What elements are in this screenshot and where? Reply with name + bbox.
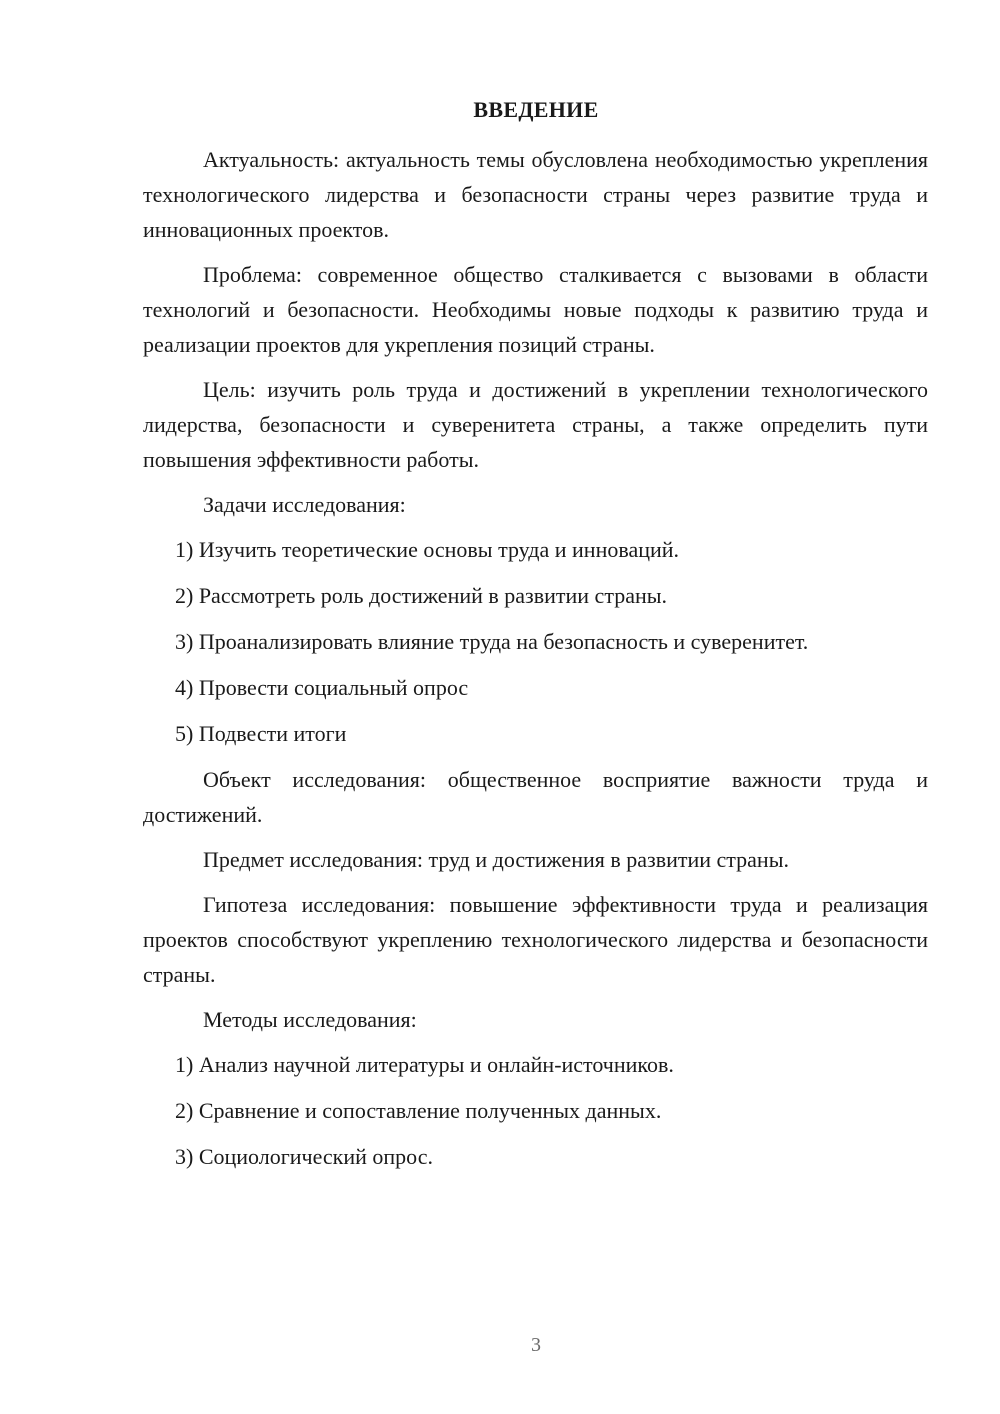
- tasks-list: [143, 532, 928, 751]
- list-item: 1) Анализ научной литературы и онлайн-источников.: [175, 1052, 674, 1077]
- list-item: 3) Социологический опрос.: [175, 1144, 433, 1169]
- list-item: 1) Изучить теоретические основы труда и инноваций.: [175, 537, 680, 562]
- page-number: 3: [531, 1334, 541, 1356]
- object-paragraph: Объект исследования: общественное восприятие важности труда и достижений.: [143, 767, 928, 827]
- methods-list: [143, 1047, 928, 1174]
- relevance-paragraph: Актуальность: актуальность темы обусловлена необходимостью укрепления технологического лидерства и безопасности страны через развитие труда и инновационных проектов.: [143, 147, 928, 242]
- list-item: 4) Провести социальный опрос: [175, 675, 469, 700]
- list-item: 3) Проанализировать влияние труда на безопасность и суверенитет.: [175, 629, 809, 654]
- subject-paragraph: Предмет исследования: труд и достижения в развитии страны.: [203, 847, 789, 872]
- list-item: 5) Подвести итоги: [175, 721, 347, 746]
- list-item: 2) Сравнение и сопоставление полученных данных.: [175, 1098, 662, 1123]
- goal-paragraph: Цель: изучить роль труда и достижений в укреплении технологического лидерства, безопасности и суверенитета страны, а также определить пути повышения эффективности работы.: [143, 377, 928, 472]
- methods-heading: Методы исследования:: [203, 1007, 417, 1032]
- hypothesis-paragraph: Гипотеза исследования: повышение эффективности труда и реализация проектов способствуют укреплению технологического лидерства и безопасности страны.: [143, 892, 928, 987]
- list-item: 2) Рассмотреть роль достижений в развитии страны.: [175, 583, 668, 608]
- problem-paragraph: Проблема: современное общество сталкивается с вызовами в области технологий и безопасности. Необходимы новые подходы к развитию труда и реализации проектов для укрепления позиций страны.: [143, 262, 928, 357]
- page-title: ВВЕДЕНИЕ: [473, 97, 599, 122]
- tasks-heading: Задачи исследования:: [203, 492, 406, 517]
- page-content: [143, 142, 928, 1185]
